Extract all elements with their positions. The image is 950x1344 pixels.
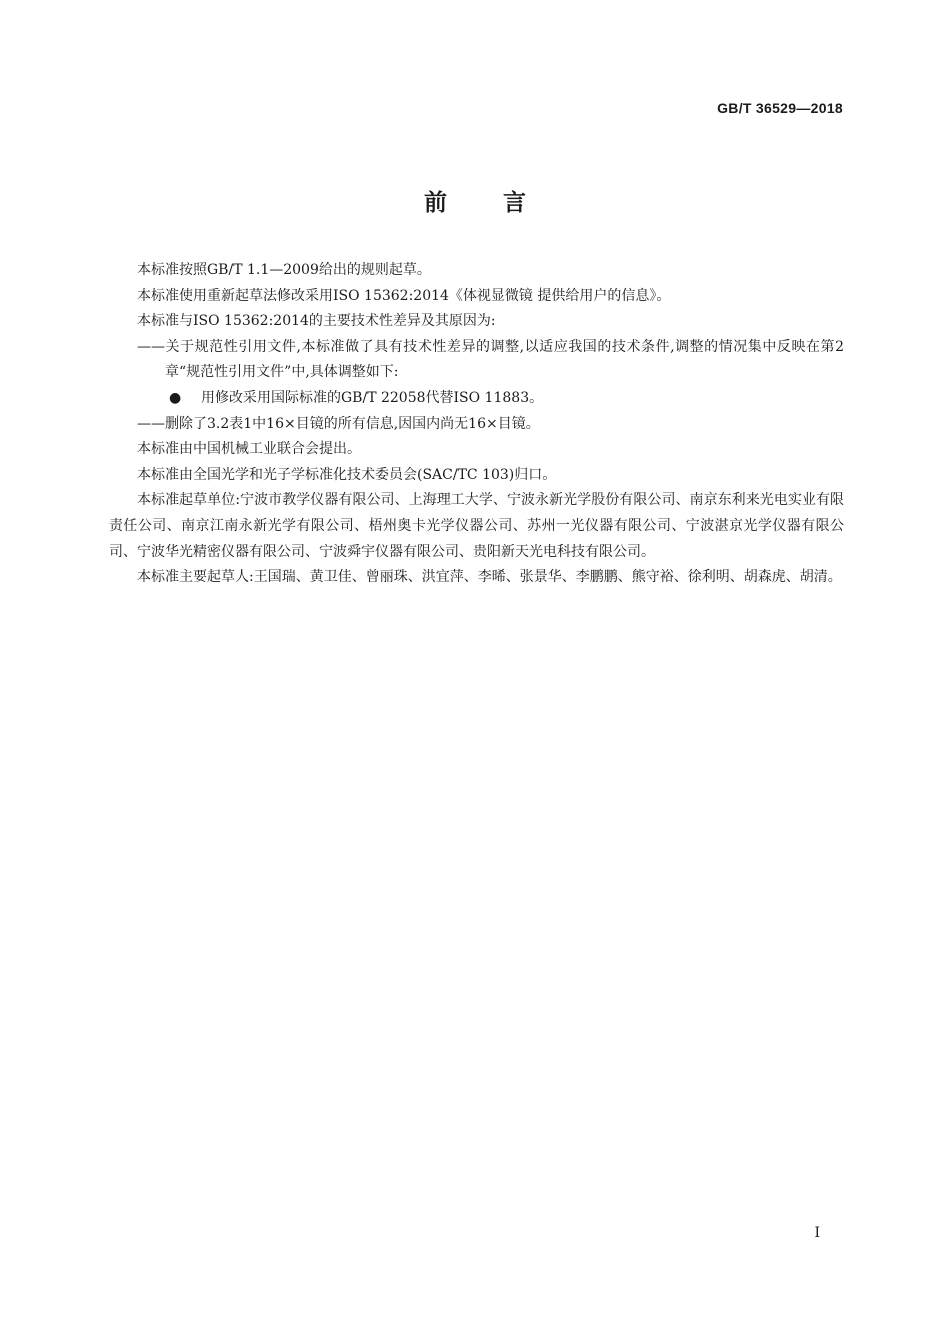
proposer-paragraph: 本标准由中国机械工业联合会提出。: [137, 441, 361, 458]
bullet-item-standard-replacement: [109, 386, 844, 412]
drafting-rule-paragraph: 本标准按照GB/T 1.1—2009给出的规则起草。: [137, 262, 431, 278]
drafters-paragraph: 本标准主要起草人:王国瑞、黄卫佳、曾丽珠、洪宜萍、李晞、张景华、李鹏鹏、熊守裕、徐利明、胡森虎、胡清。: [137, 569, 842, 586]
page-number: I: [814, 1225, 820, 1241]
adoption-paragraph: 本标准使用重新起草法修改采用ISO 15362:2014《体视显微镜 提供给用户的信息》。: [137, 287, 671, 304]
bullet-icon: ●: [169, 389, 182, 406]
standard-number: GB/T 36529—2018: [717, 100, 843, 116]
differences-intro-paragraph: 本标准与ISO 15362:2014的主要技术性差异及其原因为:: [137, 313, 496, 330]
foreword-body: [109, 258, 844, 591]
drafting-units-paragraph: 本标准起草单位:宁波市教学仪器有限公司、上海理工大学、宁波永新光学股份有限公司、南京东利来光电实业有限责任公司、南京江南永新光学有限公司、梧州奥卡光学仪器公司、苏州一光仪器有限公司、宁波湛京光学仪器有限公司、宁波华光精密仪器有限公司、宁波舜宇仪器有限公司、贵阳新天光电科技有限公司。: [109, 492, 844, 560]
committee-paragraph: 本标准由全国光学和光子学标准化技术委员会(SAC/TC 103)归口。: [137, 466, 557, 483]
difference-item-references: ——关于规范性引用文件,本标准做了具有技术性差异的调整,以适应我国的技术条件,调整的情况集中反映在第2章“规范性引用文件”中,具体调整如下:: [137, 338, 844, 381]
difference-item-eyepiece: ——删除了3.2表1中16×目镜的所有信息,因国内尚无16×目镜。: [137, 415, 540, 432]
page-title: 前言: [424, 190, 582, 216]
bullet-item-text: 用修改采用国际标准的GB/T 22058代替ISO 11883。: [201, 389, 544, 406]
